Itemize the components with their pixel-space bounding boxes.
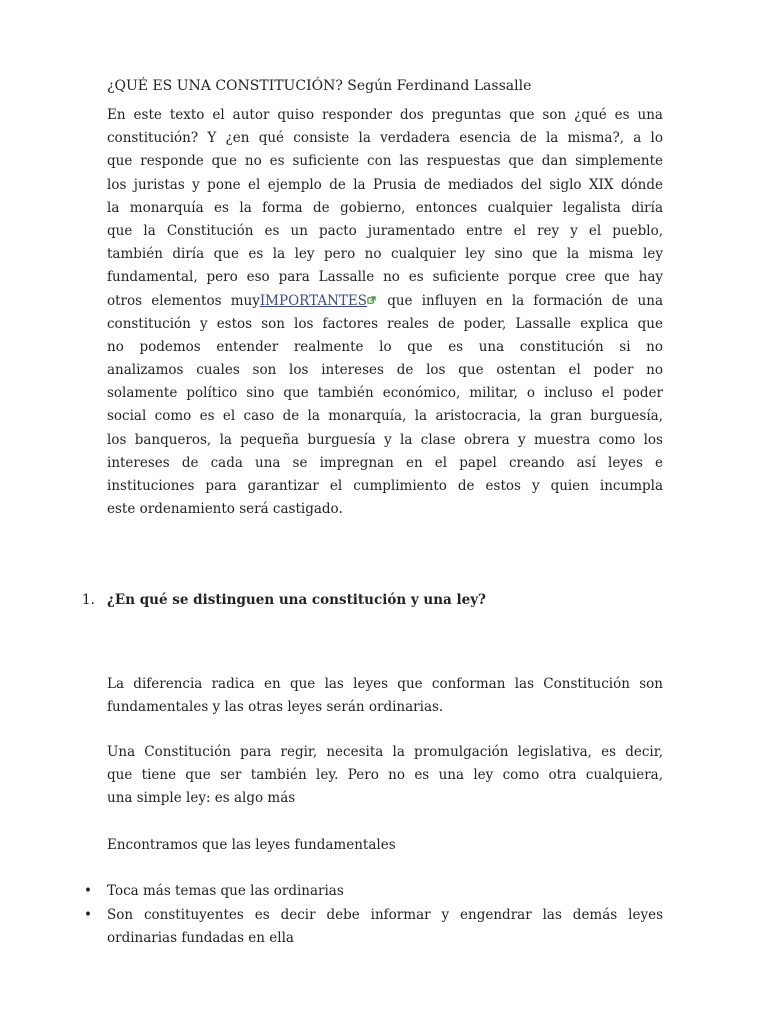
question-number: 1.	[82, 592, 95, 608]
intro-line: analizamos cuales son los intereses de los que ostentan el poder no	[107, 362, 663, 379]
importantes-link[interactable]: IMPORTANTES	[259, 292, 368, 309]
bullet-item	[107, 880, 663, 903]
intro-line: social como es el caso de la monarquía, la aristocracia, la gran burguesía,	[107, 408, 663, 425]
external-link-icon[interactable]	[367, 296, 376, 305]
intro-line: fundamental, pero eso para Lassalle no es suficiente porque cree que hay	[107, 269, 663, 286]
paragraph-line: Encontramos que las leyes fundamentales	[107, 837, 396, 853]
intro-line: que la Constitución es un pacto juramentado entre el rey y el pueblo,	[107, 222, 663, 239]
paragraph-line: Una Constitución para regir, necesita la promulgación legislativa, es decir,	[107, 744, 663, 760]
intro-line-before-link: otros elementos muy	[107, 292, 260, 309]
paragraph-line: que tiene que ser también ley. Pero no es una ley como otra cualquiera,	[107, 767, 663, 783]
intro-line: también diría que es la ley pero no cualquier ley sino que la misma ley	[107, 246, 663, 263]
intro-line: instituciones para garantizar el cumplimiento de estos y quien incumpla	[107, 478, 663, 494]
question-heading: ¿En qué se distinguen una constitución y una ley?	[107, 592, 486, 608]
intro-paragraph	[107, 104, 663, 521]
intro-line: los banqueros, la pequeña burguesía y la clase obrera y muestra como los	[107, 431, 663, 448]
paragraph-line: una simple ley: es algo más	[107, 790, 296, 806]
intro-line: En este texto el autor quiso responder dos preguntas que son ¿qué es una	[107, 107, 663, 123]
document-title: ¿QUÉ ES UNA CONSTITUCIÓN? Según Ferdinand Lassalle	[107, 78, 532, 94]
bullet-marker: •	[84, 907, 92, 923]
bullet-line: ordinarias fundadas en ella	[107, 930, 294, 946]
intro-line: los juristas y pone el ejemplo de la Prusia de mediados del siglo XIX dónde	[107, 176, 663, 193]
intro-line: este ordenamiento será castigado.	[107, 501, 343, 518]
intro-line-after-link: que influyen en la formación de una	[378, 292, 663, 309]
intro-line: que responde que no es suficiente con las respuestas que dan simplemente	[107, 153, 663, 170]
intro-line: no podemos entender realmente lo que es una constitución si no	[107, 338, 663, 355]
paragraph-line: fundamentales y las otras leyes serán ordinarias.	[107, 699, 444, 715]
intro-line: la monarquía es la forma de gobierno, entonces cualquier legalista diría	[107, 199, 663, 216]
intro-line-with-link	[107, 290, 663, 313]
intro-line: intereses de cada una se impregnan en el papel creando así leyes e	[107, 454, 663, 471]
paragraph-line: La diferencia radica en que las leyes que conforman las Constitución son	[107, 676, 663, 692]
bullet-marker: •	[84, 883, 92, 899]
paragraph-fundamental-laws	[107, 834, 663, 857]
intro-line: constitución? Y ¿en qué consiste la verdadera esencia de la misma?, a lo	[107, 130, 663, 147]
intro-line: constitución y estos son los factores reales de poder, Lassalle explica que	[107, 315, 663, 332]
intro-line: solamente político sino que también económico, militar, o incluso el poder	[107, 385, 663, 402]
paragraph-constitution	[107, 741, 663, 810]
bullet-item	[107, 904, 663, 950]
paragraph-difference	[107, 673, 663, 719]
bullet-line: Toca más temas que las ordinarias	[107, 883, 344, 899]
bullet-line: Son constituyentes es decir debe informar y engendrar las demás leyes	[107, 907, 663, 923]
